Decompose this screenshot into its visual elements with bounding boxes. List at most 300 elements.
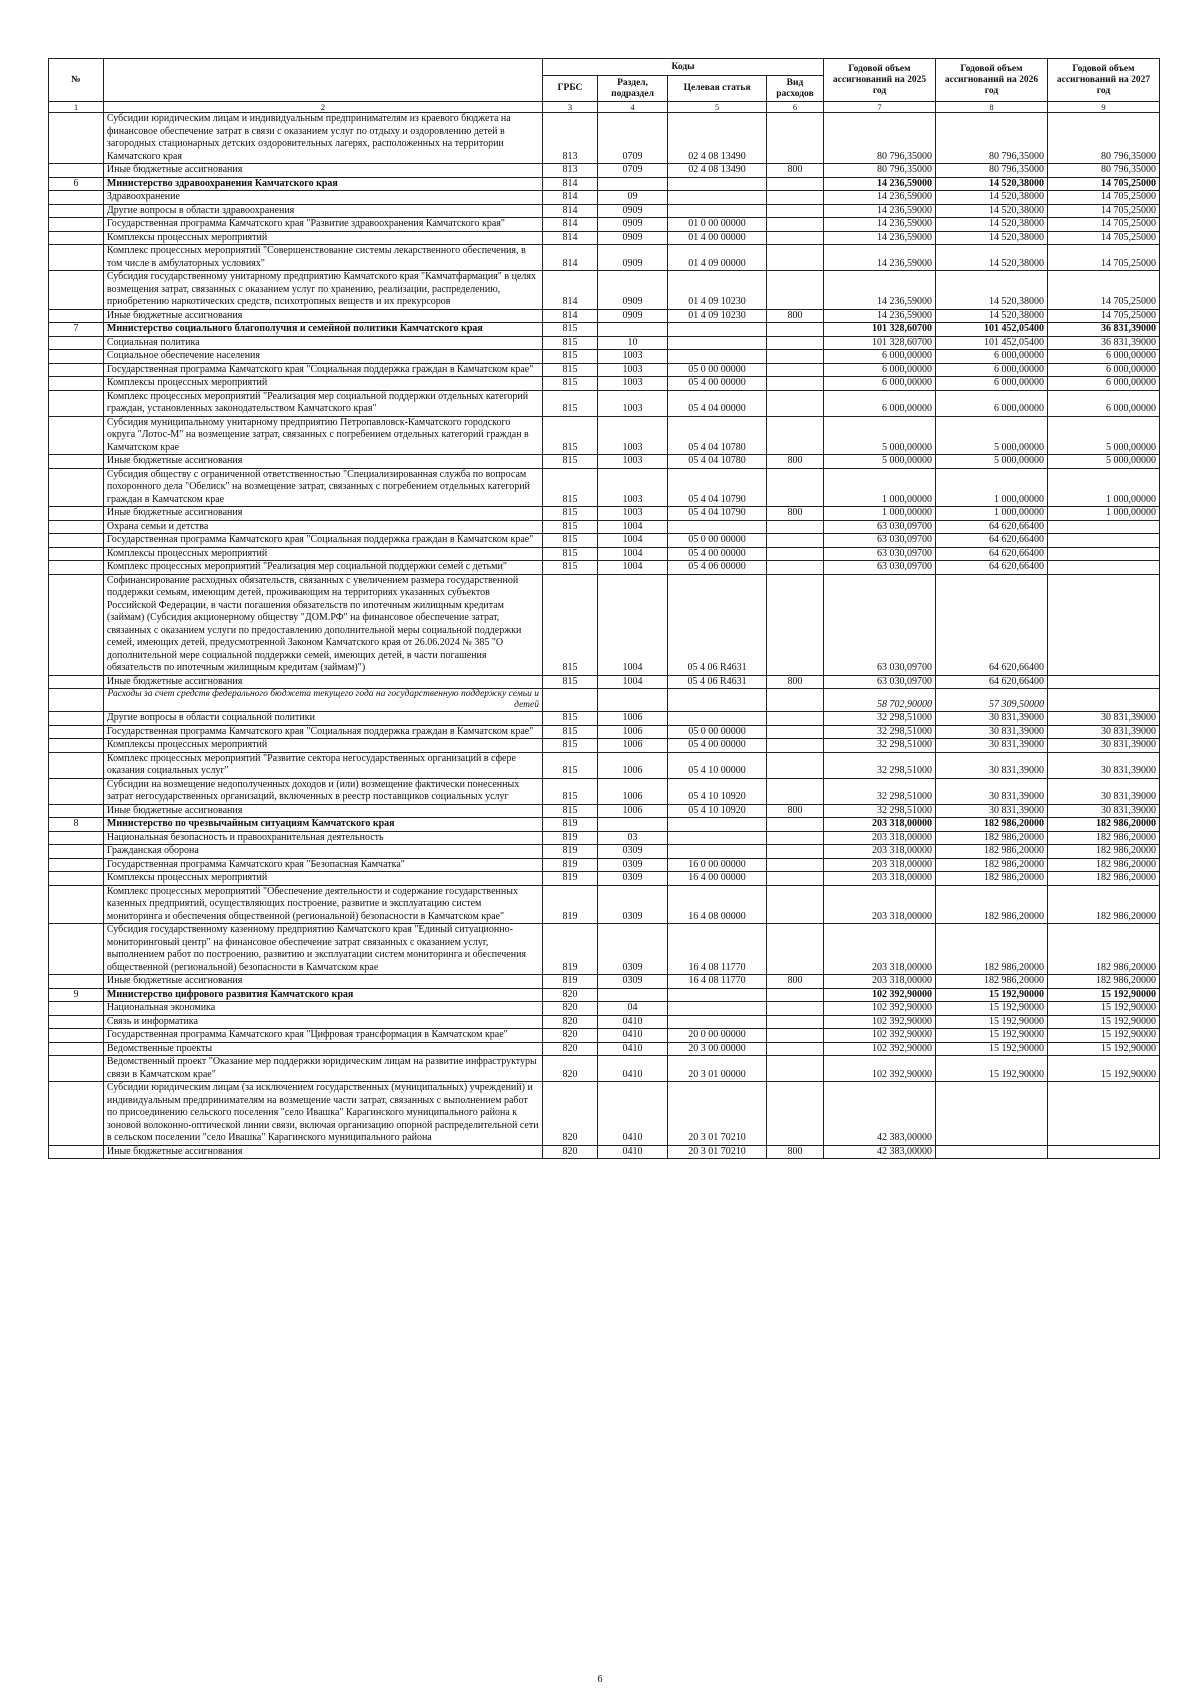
header-index-cell: 9: [1047, 102, 1159, 113]
row-grbs: [543, 689, 598, 712]
row-name: Социальная политика: [103, 336, 542, 350]
row-name: Связь и информатика: [103, 1015, 542, 1029]
row-cel: [668, 336, 767, 350]
row-name: Комплекс процессных мероприятий "Обеспечение деятельности и содержание государственных казенных предприятий, осуществляющих построение, развитие и эксплуатацию систем мониторинга и обеспечения общественной (региональной) безопасности в Камчатском крае": [103, 885, 542, 924]
row-razdel: 0410: [597, 1145, 667, 1159]
row-name: Субсидия обществу с ограниченной ответственностью "Специализированная служба по вопросам похоронного дела "Обелиск" на возмещение затрат, связанных с погребением отдельных категорий граждан в Камчатском крае: [103, 468, 542, 507]
row-number: [49, 752, 104, 778]
row-number: [49, 468, 104, 507]
row-razdel: 0309: [597, 845, 667, 859]
row-2025: 102 392,90000: [824, 1029, 936, 1043]
header-index-cell: 7: [824, 102, 936, 113]
row-vid: 800: [766, 975, 823, 989]
row-razdel: 04: [597, 1002, 667, 1016]
row-name: Комплексы процессных мероприятий: [103, 739, 542, 753]
row-number: [49, 574, 104, 675]
row-cel: 05 4 10 00000: [668, 752, 767, 778]
row-2026: 182 986,20000: [936, 924, 1048, 975]
table-row: [49, 689, 1160, 712]
row-2025: 102 392,90000: [824, 1002, 936, 1016]
row-name: Ведомственный проект "Оказание мер поддержки юридическим лицам на развитие инфраструктуры связи в Камчатском крае": [103, 1056, 542, 1082]
row-number: [49, 191, 104, 205]
row-razdel: 1003: [597, 468, 667, 507]
row-number: [49, 689, 104, 712]
table-row: [49, 231, 1160, 245]
table-row: [49, 988, 1160, 1002]
row-razdel: 0309: [597, 858, 667, 872]
row-number: [49, 547, 104, 561]
row-name: Здравоохранение: [103, 191, 542, 205]
table-row: [49, 1145, 1160, 1159]
row-2027: 14 705,25000: [1047, 271, 1159, 310]
row-2025: 6 000,00000: [824, 350, 936, 364]
row-2026: 182 986,20000: [936, 872, 1048, 886]
header-2025: Годовой объем ассигнований на 2025 год: [824, 59, 936, 102]
row-razdel: [597, 323, 667, 337]
table-row: [49, 520, 1160, 534]
row-cel: 16 0 00 00000: [668, 858, 767, 872]
row-number: [49, 377, 104, 391]
header-codes: Коды: [543, 59, 824, 76]
row-razdel: 1003: [597, 350, 667, 364]
row-cel: [668, 177, 767, 191]
row-vid: 800: [766, 1145, 823, 1159]
row-number: [49, 804, 104, 818]
row-vid: [766, 752, 823, 778]
table-row: [49, 164, 1160, 178]
row-grbs: 815: [543, 350, 598, 364]
row-grbs: 819: [543, 975, 598, 989]
table-row: [49, 507, 1160, 521]
header-name: [103, 59, 542, 102]
row-vid: [766, 271, 823, 310]
row-2025: 14 236,59000: [824, 245, 936, 271]
row-name: Иные бюджетные ассигнования: [103, 1145, 542, 1159]
row-vid: [766, 336, 823, 350]
row-number: [49, 885, 104, 924]
row-2027: 30 831,39000: [1047, 752, 1159, 778]
row-name: Комплексы процессных мероприятий: [103, 872, 542, 886]
row-razdel: 0410: [597, 1042, 667, 1056]
row-vid: [766, 561, 823, 575]
row-name: Комплекс процессных мероприятий "Реализация мер социальной поддержки семей с детьми": [103, 561, 542, 575]
row-vid: [766, 988, 823, 1002]
row-2027: 14 705,25000: [1047, 309, 1159, 323]
table-row: [49, 350, 1160, 364]
table-row: [49, 547, 1160, 561]
row-2026: 14 520,38000: [936, 245, 1048, 271]
table-row: [49, 778, 1160, 804]
row-razdel: 0309: [597, 924, 667, 975]
row-grbs: 815: [543, 363, 598, 377]
row-2027: 182 986,20000: [1047, 858, 1159, 872]
row-cel: [668, 689, 767, 712]
row-grbs: 819: [543, 885, 598, 924]
row-razdel: 1004: [597, 534, 667, 548]
row-2027: [1047, 689, 1159, 712]
row-2025: 101 328,60700: [824, 336, 936, 350]
row-cel: [668, 988, 767, 1002]
row-2027: 30 831,39000: [1047, 804, 1159, 818]
row-number: [49, 164, 104, 178]
row-2027: 15 192,90000: [1047, 1002, 1159, 1016]
row-number: [49, 245, 104, 271]
row-2025: 14 236,59000: [824, 177, 936, 191]
row-2025: 63 030,09700: [824, 675, 936, 689]
row-cel: 20 3 01 70210: [668, 1082, 767, 1146]
row-2026: [936, 1145, 1048, 1159]
row-2025: 203 318,00000: [824, 831, 936, 845]
row-grbs: 815: [543, 336, 598, 350]
row-vid: [766, 323, 823, 337]
table-row: [49, 390, 1160, 416]
row-cel: 20 3 01 70210: [668, 1145, 767, 1159]
table-row: [49, 574, 1160, 675]
budget-table: [48, 58, 1160, 1159]
row-cel: 05 0 00 00000: [668, 534, 767, 548]
row-2027: [1047, 561, 1159, 575]
table-row: [49, 534, 1160, 548]
row-name: Субсидия государственному унитарному предприятию Камчатского края "Камчатфармация" в целях возмещения затрат, связанных с оказанием услуг по хранению, реализации, распределению, приобретению наркотических средств, психотропных веществ и их прекурсоров: [103, 271, 542, 310]
row-2026: 182 986,20000: [936, 858, 1048, 872]
row-number: [49, 778, 104, 804]
row-2025: 101 328,60700: [824, 323, 936, 337]
row-2026: 14 520,38000: [936, 218, 1048, 232]
row-2025: 80 796,35000: [824, 113, 936, 164]
row-cel: 02 4 08 13490: [668, 164, 767, 178]
row-number: [49, 507, 104, 521]
row-grbs: 815: [543, 778, 598, 804]
row-2025: 42 383,00000: [824, 1082, 936, 1146]
row-name: Ведомственные проекты: [103, 1042, 542, 1056]
row-cel: [668, 520, 767, 534]
row-2027: 5 000,00000: [1047, 455, 1159, 469]
table-row: [49, 1082, 1160, 1146]
row-cel: 02 4 08 13490: [668, 113, 767, 164]
row-number: [49, 1145, 104, 1159]
header-2026: Годовой объем ассигнований на 2026 год: [936, 59, 1048, 102]
row-razdel: 0410: [597, 1082, 667, 1146]
table-row: [49, 218, 1160, 232]
table-row: [49, 725, 1160, 739]
row-2025: 32 298,51000: [824, 712, 936, 726]
row-razdel: [597, 689, 667, 712]
row-vid: [766, 468, 823, 507]
row-2027: 6 000,00000: [1047, 390, 1159, 416]
table-row: [49, 177, 1160, 191]
table-row: [49, 804, 1160, 818]
row-2025: 102 392,90000: [824, 1042, 936, 1056]
row-2025: 6 000,00000: [824, 377, 936, 391]
row-2025: 63 030,09700: [824, 561, 936, 575]
row-name: Министерство здравоохранения Камчатского края: [103, 177, 542, 191]
row-grbs: 813: [543, 113, 598, 164]
row-razdel: 0410: [597, 1029, 667, 1043]
row-2025: 42 383,00000: [824, 1145, 936, 1159]
row-2026: 182 986,20000: [936, 831, 1048, 845]
row-name: Иные бюджетные ассигнования: [103, 455, 542, 469]
table-row: [49, 675, 1160, 689]
row-number: [49, 1056, 104, 1082]
row-name: Государственная программа Камчатского края "Развитие здравоохранения Камчатского края": [103, 218, 542, 232]
row-2026: 80 796,35000: [936, 164, 1048, 178]
row-2025: 32 298,51000: [824, 739, 936, 753]
table-row: [49, 739, 1160, 753]
row-grbs: 815: [543, 574, 598, 675]
row-razdel: 0709: [597, 113, 667, 164]
row-cel: 05 4 10 10920: [668, 804, 767, 818]
row-name: Государственная программа Камчатского края "Безопасная Камчатка": [103, 858, 542, 872]
row-2026: 101 452,05400: [936, 336, 1048, 350]
table-row: [49, 455, 1160, 469]
table-row: [49, 1056, 1160, 1082]
header-index-cell: 4: [597, 102, 667, 113]
row-cel: 05 4 04 10780: [668, 416, 767, 455]
row-razdel: 1006: [597, 739, 667, 753]
row-number: [49, 336, 104, 350]
row-grbs: 814: [543, 177, 598, 191]
row-razdel: 10: [597, 336, 667, 350]
table-row: [49, 924, 1160, 975]
row-razdel: [597, 988, 667, 1002]
row-number: [49, 924, 104, 975]
row-number: [49, 363, 104, 377]
row-grbs: 820: [543, 1042, 598, 1056]
table-row: [49, 872, 1160, 886]
row-razdel: 0709: [597, 164, 667, 178]
row-number: [49, 831, 104, 845]
row-number: [49, 455, 104, 469]
row-vid: [766, 231, 823, 245]
row-name: Другие вопросы в области здравоохранения: [103, 204, 542, 218]
row-number: [49, 1029, 104, 1043]
row-number: [49, 858, 104, 872]
row-cel: 05 4 04 10790: [668, 468, 767, 507]
row-razdel: 1004: [597, 574, 667, 675]
row-cel: 05 4 00 00000: [668, 377, 767, 391]
row-2025: 5 000,00000: [824, 416, 936, 455]
header-cel: Целевая статья: [668, 76, 767, 102]
row-2025: 102 392,90000: [824, 1056, 936, 1082]
row-number: [49, 309, 104, 323]
row-name: Министерство социального благополучия и семейной политики Камчатского края: [103, 323, 542, 337]
row-cel: [668, 1015, 767, 1029]
row-2026: 6 000,00000: [936, 350, 1048, 364]
row-vid: [766, 520, 823, 534]
row-razdel: 0410: [597, 1056, 667, 1082]
row-2027: 15 192,90000: [1047, 988, 1159, 1002]
row-2026: 64 620,66400: [936, 561, 1048, 575]
row-2027: 14 705,25000: [1047, 177, 1159, 191]
row-2026: 182 986,20000: [936, 818, 1048, 832]
table-row: [49, 1002, 1160, 1016]
row-name: Расходы за счет средств федерального бюджета текущего года на государственную поддержку семьи и детей: [103, 689, 542, 712]
row-2025: 203 318,00000: [824, 845, 936, 859]
table-row: [49, 245, 1160, 271]
row-number: [49, 204, 104, 218]
row-number: [49, 350, 104, 364]
row-2026: 14 520,38000: [936, 271, 1048, 310]
row-vid: 800: [766, 804, 823, 818]
row-2025: 14 236,59000: [824, 231, 936, 245]
row-vid: [766, 377, 823, 391]
row-vid: [766, 1056, 823, 1082]
row-razdel: 0309: [597, 975, 667, 989]
table-row: [49, 204, 1160, 218]
row-vid: [766, 416, 823, 455]
row-vid: [766, 191, 823, 205]
row-cel: [668, 831, 767, 845]
row-cel: 05 4 00 00000: [668, 547, 767, 561]
row-2027: 14 705,25000: [1047, 245, 1159, 271]
row-vid: [766, 712, 823, 726]
row-2025: 203 318,00000: [824, 872, 936, 886]
row-2026: 15 192,90000: [936, 1015, 1048, 1029]
row-vid: [766, 574, 823, 675]
header-grbs: ГРБС: [543, 76, 598, 102]
row-razdel: 0909: [597, 231, 667, 245]
row-vid: [766, 218, 823, 232]
row-2025: 203 318,00000: [824, 924, 936, 975]
row-2027: 80 796,35000: [1047, 164, 1159, 178]
row-2026: 15 192,90000: [936, 1056, 1048, 1082]
row-grbs: 819: [543, 845, 598, 859]
row-name: Министерство по чрезвычайным ситуациям Камчатского края: [103, 818, 542, 832]
row-name: Иные бюджетные ассигнования: [103, 804, 542, 818]
row-2027: [1047, 547, 1159, 561]
table-row: [49, 191, 1160, 205]
row-name: Софинансирование расходных обязательств, связанных с увеличением размера государственной поддержки семьям, имеющим детей, проживающим на территориях указанных субъектов Российской Федерации, в части погашения обязательств по ипотечным жилищным кредитам (займам) (Субсидия акционерному обществу "ДОМ.РФ" на финансовое обеспечение затрат, связанных с оказанием услуги по предоставлению дополнительной меры социальной поддержки семей, имеющих детей, предусмотренной Законом Камчатского края от 26.06.2024 № 385 "О дополнительной мере социальной поддержки семей, имеющих детей, в части погашения обязательств по ипотечным жилищным кредитам (займам)"): [103, 574, 542, 675]
row-cel: [668, 204, 767, 218]
row-grbs: 820: [543, 1015, 598, 1029]
table-row: [49, 377, 1160, 391]
row-2027: 1 000,00000: [1047, 507, 1159, 521]
row-2027: 182 986,20000: [1047, 831, 1159, 845]
row-grbs: 815: [543, 390, 598, 416]
row-2027: 30 831,39000: [1047, 712, 1159, 726]
row-razdel: 0909: [597, 218, 667, 232]
row-grbs: 820: [543, 1002, 598, 1016]
row-2026: 15 192,90000: [936, 1029, 1048, 1043]
row-2027: 6 000,00000: [1047, 350, 1159, 364]
row-number: [49, 534, 104, 548]
row-2026: 64 620,66400: [936, 675, 1048, 689]
row-grbs: 819: [543, 818, 598, 832]
row-2026: 1 000,00000: [936, 468, 1048, 507]
table-row: [49, 363, 1160, 377]
row-2027: 15 192,90000: [1047, 1015, 1159, 1029]
row-2027: 5 000,00000: [1047, 416, 1159, 455]
row-grbs: 820: [543, 1082, 598, 1146]
row-2025: 14 236,59000: [824, 309, 936, 323]
row-name: Комплексы процессных мероприятий: [103, 377, 542, 391]
row-razdel: 1003: [597, 455, 667, 469]
row-2025: 6 000,00000: [824, 363, 936, 377]
row-grbs: 815: [543, 725, 598, 739]
row-2025: 63 030,09700: [824, 520, 936, 534]
row-grbs: 815: [543, 377, 598, 391]
row-2025: 63 030,09700: [824, 547, 936, 561]
row-2027: 6 000,00000: [1047, 377, 1159, 391]
row-name: Субсидии на возмещение недополученных доходов и (или) возмещение фактически понесенных затрат негосударственных организаций, включенных в реестр поставщиков социальных услуг: [103, 778, 542, 804]
row-cel: 16 4 08 11770: [668, 975, 767, 989]
row-grbs: 815: [543, 455, 598, 469]
row-name: Субсидия муниципальному унитарному предприятию Петропавловск-Камчатского городского округа "Лотос-М" на возмещение затрат, связанных с погребением отдельных категорий граждан в Камчатском крае: [103, 416, 542, 455]
table-row: [49, 831, 1160, 845]
row-cel: 05 4 04 10790: [668, 507, 767, 521]
row-cel: [668, 350, 767, 364]
table-row: [49, 712, 1160, 726]
header-index-cell: 8: [936, 102, 1048, 113]
row-grbs: 815: [543, 520, 598, 534]
row-grbs: 814: [543, 245, 598, 271]
row-cel: 01 4 00 00000: [668, 231, 767, 245]
row-grbs: 819: [543, 831, 598, 845]
row-razdel: [597, 818, 667, 832]
table-row: [49, 336, 1160, 350]
row-cel: [668, 845, 767, 859]
row-2027: 14 705,25000: [1047, 204, 1159, 218]
row-grbs: 814: [543, 191, 598, 205]
table-row: [49, 113, 1160, 164]
row-vid: [766, 885, 823, 924]
row-grbs: 815: [543, 547, 598, 561]
row-2025: 102 392,90000: [824, 1015, 936, 1029]
row-grbs: 820: [543, 1029, 598, 1043]
row-name: Иные бюджетные ассигнования: [103, 507, 542, 521]
row-cel: 05 4 06 R4631: [668, 675, 767, 689]
row-2026: 5 000,00000: [936, 455, 1048, 469]
row-2026: 30 831,39000: [936, 725, 1048, 739]
row-vid: [766, 1029, 823, 1043]
row-2027: 15 192,90000: [1047, 1042, 1159, 1056]
row-cel: 20 3 01 00000: [668, 1056, 767, 1082]
row-cel: 01 4 09 00000: [668, 245, 767, 271]
row-2027: 36 831,39000: [1047, 323, 1159, 337]
row-razdel: 1004: [597, 561, 667, 575]
row-vid: [766, 113, 823, 164]
row-cel: [668, 1002, 767, 1016]
row-razdel: 1006: [597, 725, 667, 739]
row-vid: [766, 204, 823, 218]
row-razdel: 1006: [597, 778, 667, 804]
row-name: Субсидия государственному казенному предприятию Камчатского края "Единый ситуационно-мониторинговый центр" на финансовое обеспечение затрат связанных с оказанием услуг, выполнением работ по построению, развитию и эксплуатации систем мониторинга и обеспечения общественной (региональной) безопасности в Камчатском крае: [103, 924, 542, 975]
row-razdel: 0909: [597, 245, 667, 271]
row-name: Комплекс процессных мероприятий "Развитие сектора негосударственных организаций в сфере оказания социальных услуг": [103, 752, 542, 778]
row-name: Охрана семьи и детства: [103, 520, 542, 534]
row-razdel: 1004: [597, 520, 667, 534]
row-2025: 5 000,00000: [824, 455, 936, 469]
row-2026: 15 192,90000: [936, 1042, 1048, 1056]
row-2027: 6 000,00000: [1047, 363, 1159, 377]
row-cel: 20 0 00 00000: [668, 1029, 767, 1043]
row-grbs: 815: [543, 534, 598, 548]
row-vid: [766, 778, 823, 804]
row-razdel: 1006: [597, 752, 667, 778]
row-vid: [766, 689, 823, 712]
row-2025: 14 236,59000: [824, 271, 936, 310]
row-cel: 05 4 04 00000: [668, 390, 767, 416]
row-number: [49, 725, 104, 739]
row-grbs: 820: [543, 988, 598, 1002]
row-razdel: 1006: [597, 712, 667, 726]
row-2026: 80 796,35000: [936, 113, 1048, 164]
row-2026: 15 192,90000: [936, 988, 1048, 1002]
row-number: [49, 113, 104, 164]
row-number: [49, 271, 104, 310]
table-row: [49, 561, 1160, 575]
row-2025: 1 000,00000: [824, 507, 936, 521]
